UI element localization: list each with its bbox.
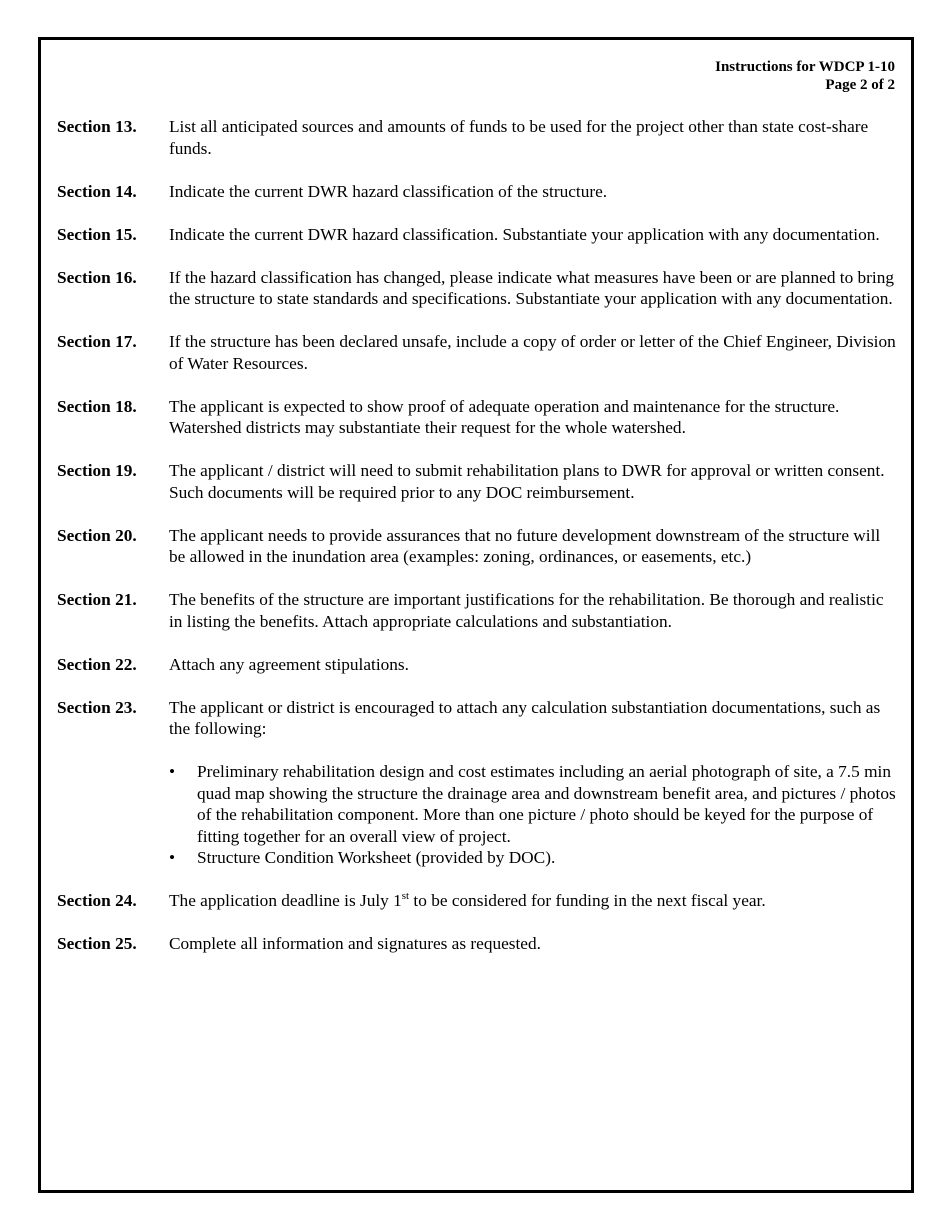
page-frame: [38, 37, 914, 1193]
bullet-icon: •: [169, 848, 176, 867]
section-16: [57, 267, 897, 310]
section-label: Section 23.: [57, 697, 137, 717]
section-15: [57, 224, 897, 246]
bullet-icon: •: [169, 762, 176, 781]
section-19: [57, 460, 897, 503]
section-21: [57, 589, 897, 632]
section-text: Indicate the current DWR hazard classification of the structure.: [169, 181, 608, 201]
section-text: Complete all information and signatures as requested.: [169, 934, 541, 953]
section-14: [57, 181, 897, 203]
section-label: Section 19.: [57, 461, 137, 480]
section-label: Section 21.: [57, 590, 137, 609]
section-label: Section 13.: [57, 117, 137, 136]
bullet-text: Preliminary rehabilitation design and cost estimates including an aerial photograph of site, a 7.5 min quad map showing the structure the drainage area and downstream benefit area, and pictures / photos of the rehabilitation component. More than one picture / photo should be keyed for the purpose of fitting together for an overall view of project.: [197, 762, 896, 846]
section-23: [57, 697, 897, 869]
section-17: [57, 331, 897, 374]
section-text: The applicant or district is encouraged to attach any calculation substantiation documentations, such as the following:: [169, 697, 881, 738]
section-label: Section 18.: [57, 396, 137, 416]
instruction-sections: [57, 116, 897, 976]
section-text: If the hazard classification has changed, please indicate what measures have been or are planned to bring the structure to state standards and specifications. Substantiate your application with any documentation.: [169, 267, 895, 308]
section-13: [57, 116, 897, 159]
bullet-text: Structure Condition Worksheet (provided by DOC).: [197, 848, 556, 867]
section-label: Section 14.: [57, 181, 137, 201]
page-header: [715, 58, 895, 94]
section-label: Section 22.: [57, 654, 137, 674]
section-20: [57, 525, 897, 568]
section-label: Section 15.: [57, 224, 137, 244]
section-label: Section 20.: [57, 525, 137, 545]
section-text: The applicant is expected to show proof of adequate operation and maintenance for the structure. Watershed districts may substantiate their request for the whole watershed.: [169, 396, 840, 437]
section-22: [57, 654, 897, 676]
section-text: List all anticipated sources and amounts of funds to be used for the project other than state cost-share funds.: [169, 117, 869, 158]
section-label: Section 25.: [57, 934, 137, 953]
section-text: Attach any agreement stipulations.: [169, 654, 409, 674]
section-text: The applicant needs to provide assurances that no future development downstream of the structure will be allowed in the inundation area (examples: zoning, ordinances, or easements, etc.): [169, 525, 881, 566]
bullet-item: [169, 761, 897, 847]
bullet-item: [169, 847, 897, 869]
section-text: If the structure has been declared unsafe, include a copy of order or letter of the Chief Engineer, Division of Water Resources.: [169, 332, 896, 373]
section-text: The benefits of the structure are important justifications for the rehabilitation. Be thorough and realistic in listing the benefits. Attach appropriate calculations and substantiation.: [169, 590, 884, 631]
section-18: [57, 396, 897, 439]
section-label: Section 16.: [57, 267, 137, 287]
document-title: Instructions for WDCP 1-10: [715, 59, 895, 75]
section-text: The applicant / district will need to submit rehabilitation plans to DWR for approval or written consent. Such documents will be required prior to any DOC reimbursement.: [169, 461, 885, 502]
page-number: Page 2 of 2: [825, 77, 895, 93]
section-label: Section 17.: [57, 332, 137, 351]
section-text: Indicate the current DWR hazard classification. Substantiate your application with any documentation.: [169, 224, 880, 244]
section-24: [57, 890, 897, 912]
ordinal-suffix: st: [401, 890, 410, 903]
bullet-list: [169, 761, 897, 869]
section-label: Section 24.: [57, 891, 137, 910]
section-25: [57, 933, 897, 955]
section-text: The application deadline is July 1st to be considered for funding in the next fiscal year.: [169, 890, 766, 910]
